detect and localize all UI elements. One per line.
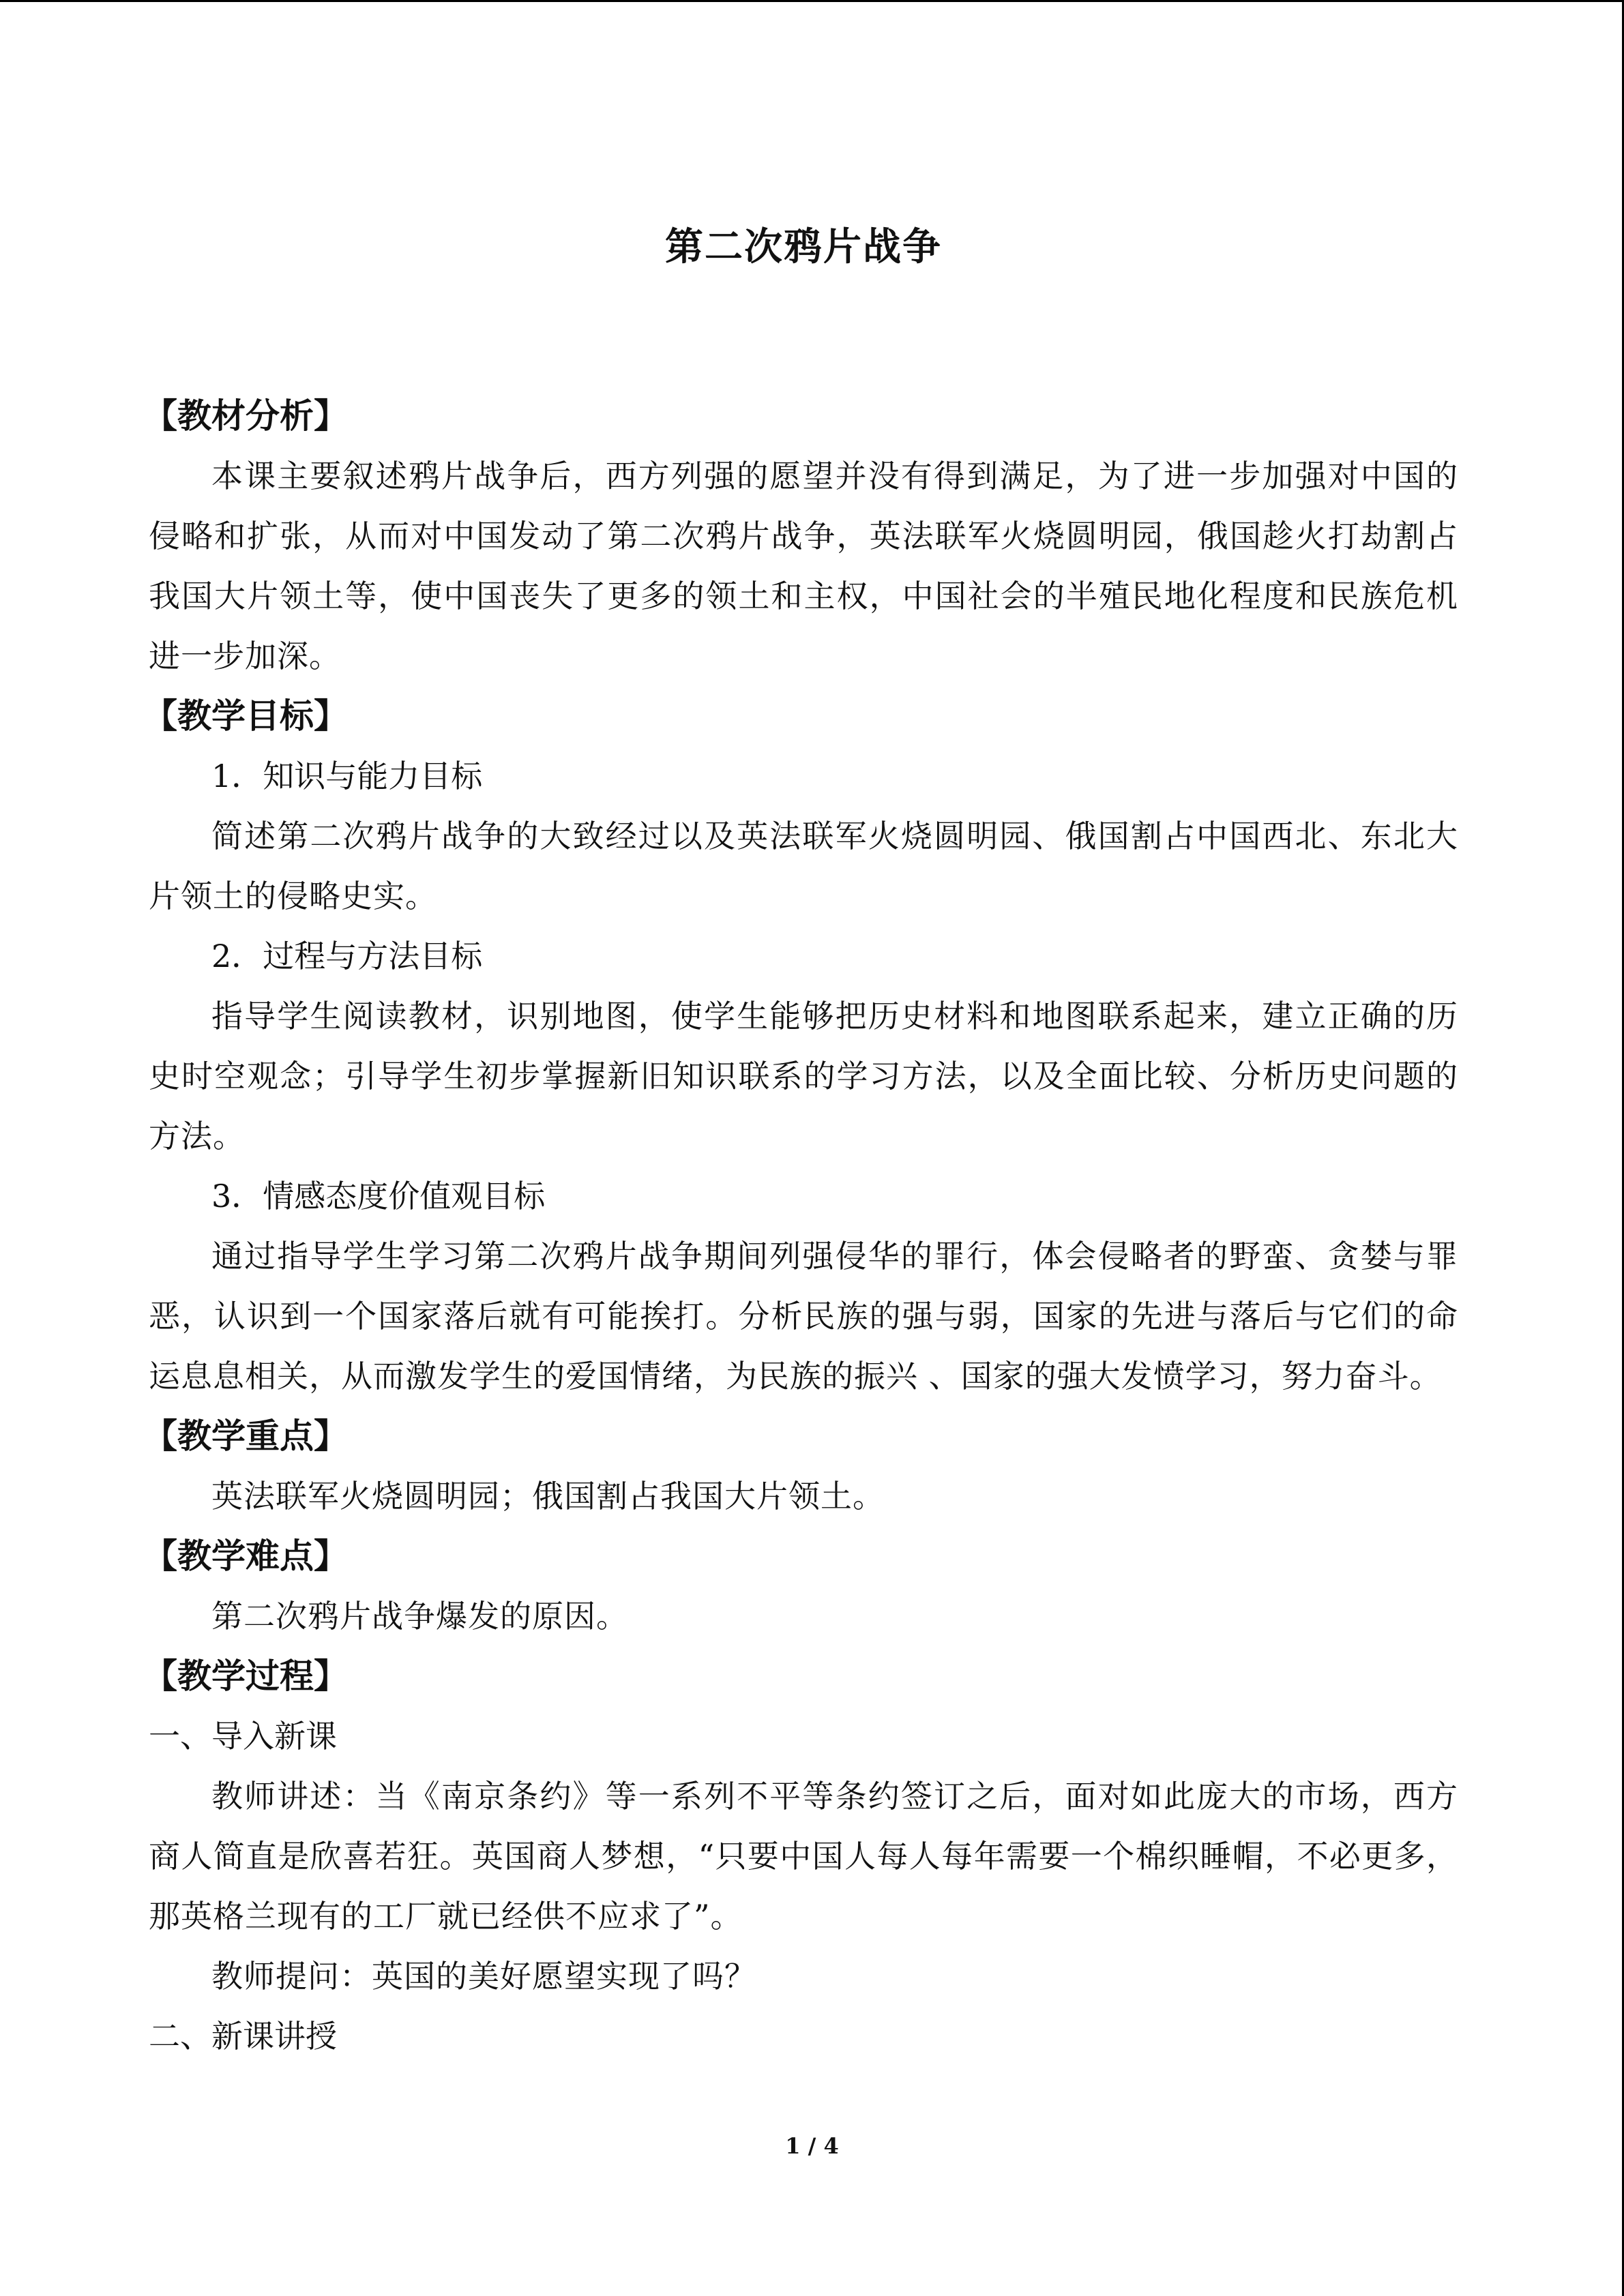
key-points-text: 英法联军火烧圆明园；俄国割占我国大片领土。 — [211, 1478, 885, 1515]
heading-key-points: 【教学重点】 — [143, 1416, 348, 1456]
goal-3-title: 3．情感态度价值观目标 — [211, 1178, 546, 1214]
difficulty-text: 第二次鸦片战争爆发的原因。 — [211, 1598, 628, 1635]
goal-2-text: 指导学生阅读教材，识别地图，使学生能够把历史材料和地图联系起来，建立正确的历史时空观念；引导学生初步掌握新旧知识联系的学习方法，以及全面比较、分析历史问题的方法。 — [149, 998, 1458, 1154]
process-intro-text: 教师讲述：当《南京条约》等一系列不平等条约签订之后，面对如此庞大的市场，西方商人简直是欣喜若狂。英国商人梦想，“只要中国人每人每年需要一个棉织睡帽，不必更多，那英格兰现有的工厂就已经供不应求了”。 — [149, 1778, 1458, 1935]
analysis-paragraph: 本课主要叙述鸦片战争后，西方列强的愿望并没有得到满足，为了进一步加强对中国的侵略和扩张，从而对中国发动了第二次鸦片战争，英法联军火烧圆明园，俄国趁火打劫割占我国大片领土等，使中国丧失了更多的领土和主权，中国社会的半殖民地化程度和民族危机进一步加深。 — [149, 458, 1458, 674]
goal-1-title: 1．知识与能力目标 — [211, 758, 483, 794]
goal-1-text: 简述第二次鸦片战争的大致经过以及英法联军火烧圆明园、俄国割占中国西北、东北大片领土的侵略史实。 — [149, 818, 1458, 914]
heading-process: 【教学过程】 — [143, 1656, 348, 1696]
goal-3-text: 通过指导学生学习第二次鸦片战争期间列强侵华的罪行，体会侵略者的野蛮、贪婪与罪恶，认识到一个国家落后就有可能挨打。分析民族的强与弱，国家的先进与落后与它们的命运息息相关，从而激发学生的爱国情绪，为民族的振兴 、国家的强大发愤学习，努力奋斗。 — [149, 1238, 1458, 1395]
heading-difficulty: 【教学难点】 — [143, 1536, 348, 1576]
page-title: 第二次鸦片战争 — [665, 224, 942, 269]
heading-goals: 【教学目标】 — [143, 696, 348, 736]
process-new-lesson-title: 二、新课讲授 — [149, 2018, 337, 2055]
heading-analysis: 【教材分析】 — [143, 396, 348, 436]
top-border-line — [0, 0, 1624, 2]
process-intro-title: 一、导入新课 — [149, 1718, 337, 1755]
page-content — [143, 217, 1458, 2066]
page-number: 1 / 4 — [785, 2133, 839, 2159]
process-question: 教师提问：英国的美好愿望实现了吗？ — [211, 1958, 756, 1995]
goal-2-title: 2．过程与方法目标 — [211, 938, 483, 974]
